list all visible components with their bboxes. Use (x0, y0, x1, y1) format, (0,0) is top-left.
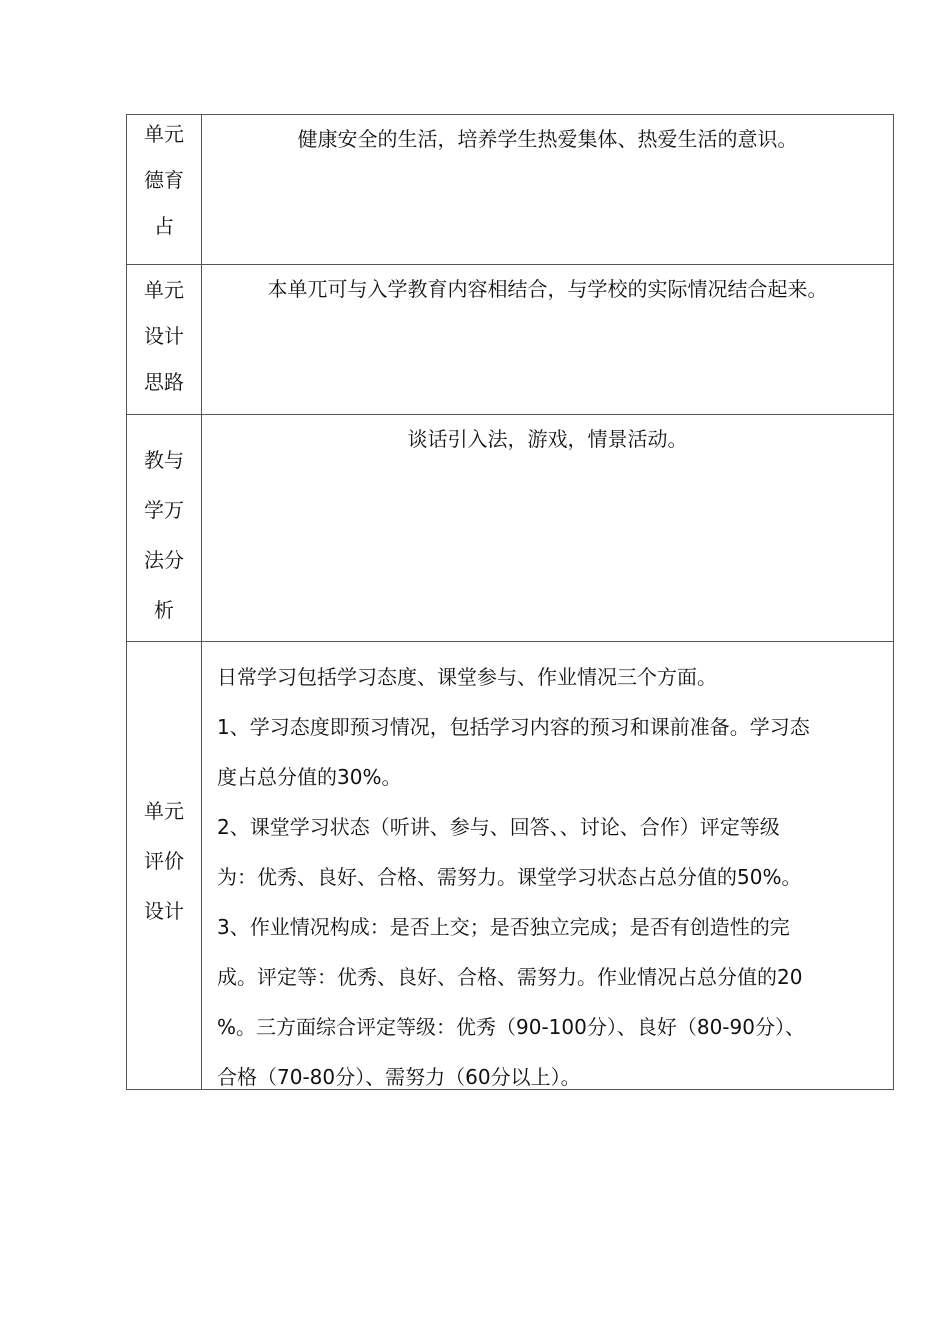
evaluation-line: 1、学习态度即预习情况，包括学习内容的预习和课前准备。学习态 (217, 715, 810, 739)
table-row-methods (127, 415, 894, 642)
content-cell-methods (202, 415, 894, 642)
table-row-design-idea (127, 265, 894, 415)
row-content: 本单兀可与入学教育内容相结合，与学校的实际情况结合起来。 (267, 277, 828, 301)
evaluation-line: 日常学习包括学习态度、课堂参与、作业情况三个方面。 (217, 665, 717, 689)
row-label: 教与 学万 法分 析 (144, 448, 184, 622)
table-row-moral-education (127, 115, 894, 265)
evaluation-line: %。三方面综合评定等级：优秀（90-100分）、良好（80-90分）、 (217, 1015, 805, 1039)
evaluation-line: 2、课堂学习状态（听讲、参与、回答、、讨论、合作）评定等级 (217, 815, 780, 839)
label-cell-design-idea (127, 265, 202, 415)
evaluation-line: 度占总分值的30%。 (217, 765, 402, 789)
table-row-evaluation (127, 642, 894, 1090)
label-cell-evaluation (127, 642, 202, 1090)
evaluation-line: 为：优秀、良好、合格、需努力。课堂学习状态占总分值的50%。 (217, 865, 802, 889)
evaluation-text (217, 652, 883, 1102)
evaluation-line: 3、作业情况构成：是否上交；是否独立完成；是否有创造性的完 (217, 915, 790, 939)
label-cell-methods (127, 415, 202, 642)
content-cell-design-idea (202, 265, 894, 415)
row-label: 单元 德育 占 (144, 122, 184, 238)
content-cell-evaluation (202, 642, 894, 1090)
row-content: 健康安全的生活，培养学生热爱集体、热爱生活的意识。 (297, 127, 798, 151)
row-content: 谈话引入法，游戏，情景活动。 (407, 427, 688, 451)
row-label: 单元 评价 设计 (144, 799, 184, 923)
evaluation-line: 合格（70-80分）、需努力（60分以上）。 (217, 1065, 581, 1089)
label-cell-moral-education (127, 115, 202, 265)
lesson-plan-table (126, 114, 894, 1090)
row-label: 单元 设计 思路 (144, 278, 184, 394)
evaluation-line: 成。评定等：优秀、良好、合格、需努力。作业情况占总分值的20 (217, 965, 803, 989)
content-cell-moral-education (202, 115, 894, 265)
